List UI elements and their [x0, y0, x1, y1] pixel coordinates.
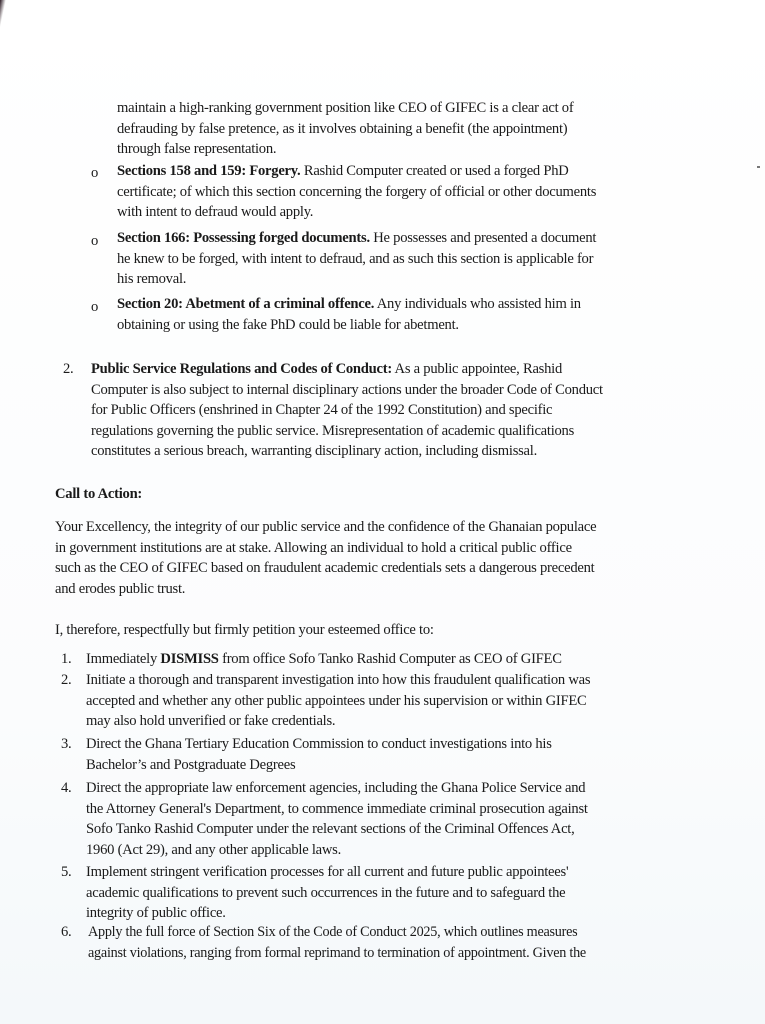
bullet-marker: o: [91, 299, 99, 315]
text-line: maintain a high-ranking government position like CEO of GIFEC is a clear act of: [117, 100, 574, 116]
demand-item-verification: Implement stringent verification processes for all current and future public appointees' academic qualifications to prevent such occurrences in the future and to safeguard the integrity of public office.: [86, 864, 569, 921]
demand-number: 3.: [61, 736, 72, 752]
item-title: Section 166: Possessing forged documents.: [117, 230, 370, 246]
call-to-action-heading: Call to Action:: [55, 486, 143, 502]
demand-item-dismiss: Immediately DISMISS from office Sofo Tanko Rashid Computer as CEO of GIFEC: [86, 651, 562, 667]
page-edge-shadow: [0, 0, 6, 34]
list-item-forgery: Sections 158 and 159: Forgery. Rashid Computer created or used a forged PhD certificate; of which this section concerning the forgery of official or other documents with intent to defraud would apply.: [117, 163, 597, 220]
demand-number: 1.: [61, 651, 72, 667]
bullet-marker: o: [91, 165, 99, 181]
petition-intro: I, therefore, respectfully but firmly petition your esteemed office to:: [55, 622, 434, 638]
call-to-action-paragraph: Your Excellency, the integrity of our public service and the confidence of the Ghanaian populace in government institutions are at stake. Allowing an individual to hold a critical public office such as the CEO of GIFEC based on fraudulent academic credentials sets a dangerous precedent and erodes public trust.: [55, 519, 597, 597]
demand-number: 2.: [61, 672, 72, 688]
text-line: through false representation.: [117, 141, 277, 157]
item-title: Sections 158 and 159: Forgery.: [117, 163, 301, 179]
demand-number: 5.: [61, 864, 72, 880]
demand-item-prosecution: Direct the appropriate law enforcement agencies, including the Ghana Police Service and the Attorney General's Department, to commence immediate criminal prosecution against Sofo Tanko Rashid Computer under the relevant sections of the Criminal Offences Act, 1960 (Act 29), and any other applicable laws.: [86, 780, 588, 858]
item-title: Section 20: Abetment of a criminal offence.: [117, 296, 375, 312]
demand-item-code-of-conduct: Apply the full force of Section Six of the Code of Conduct 2025, which outlines measures against violations, ranging from formal reprimand to termination of appointment. Given the: [88, 924, 586, 961]
list-item-abetment: Section 20: Abetment of a criminal offence. Any individuals who assisted him in obtaining or using the fake PhD could be liable for abetment.: [117, 296, 581, 333]
demand-number: 6.: [61, 924, 72, 940]
demand-item-tertiary-commission: Direct the Ghana Tertiary Education Commission to conduct investigations into his Bachelor’s and Postgraduate Degrees: [86, 736, 552, 773]
text-line: defrauding by false pretence, as it involves obtaining a benefit (the appointment): [117, 120, 568, 137]
public-service-regulations-section: Public Service Regulations and Codes of Conduct: As a public appointee, Rashid Computer is also subject to internal disciplinary actions under the broader Code of Conduct for Public Officers (enshrined in Chapter 24 of the 1992 Constitution) and specific regulations governing the public service. Misrepresentation of academic qualifications constitutes a serious breach, warranting disciplinary action, including dismissal.: [91, 361, 603, 459]
section-number: 2.: [63, 361, 74, 377]
demand-number: 4.: [61, 780, 72, 796]
list-item-possessing-forged-documents: Section 166: Possessing forged documents. He possesses and presented a document he knew to be forged, with intent to defraud, and as such this section is applicable for his removal.: [117, 230, 597, 287]
section-title: Public Service Regulations and Codes of Conduct:: [91, 361, 392, 377]
scan-speck: [757, 166, 760, 168]
demand-item-investigation: Initiate a thorough and transparent investigation into how this fraudulent qualification was accepted and whether any other public appointees under his supervision or within GIFEC may also hold unverified or fake credentials.: [86, 672, 591, 729]
continuation-paragraph: [117, 98, 573, 160]
bullet-marker: o: [91, 233, 99, 249]
